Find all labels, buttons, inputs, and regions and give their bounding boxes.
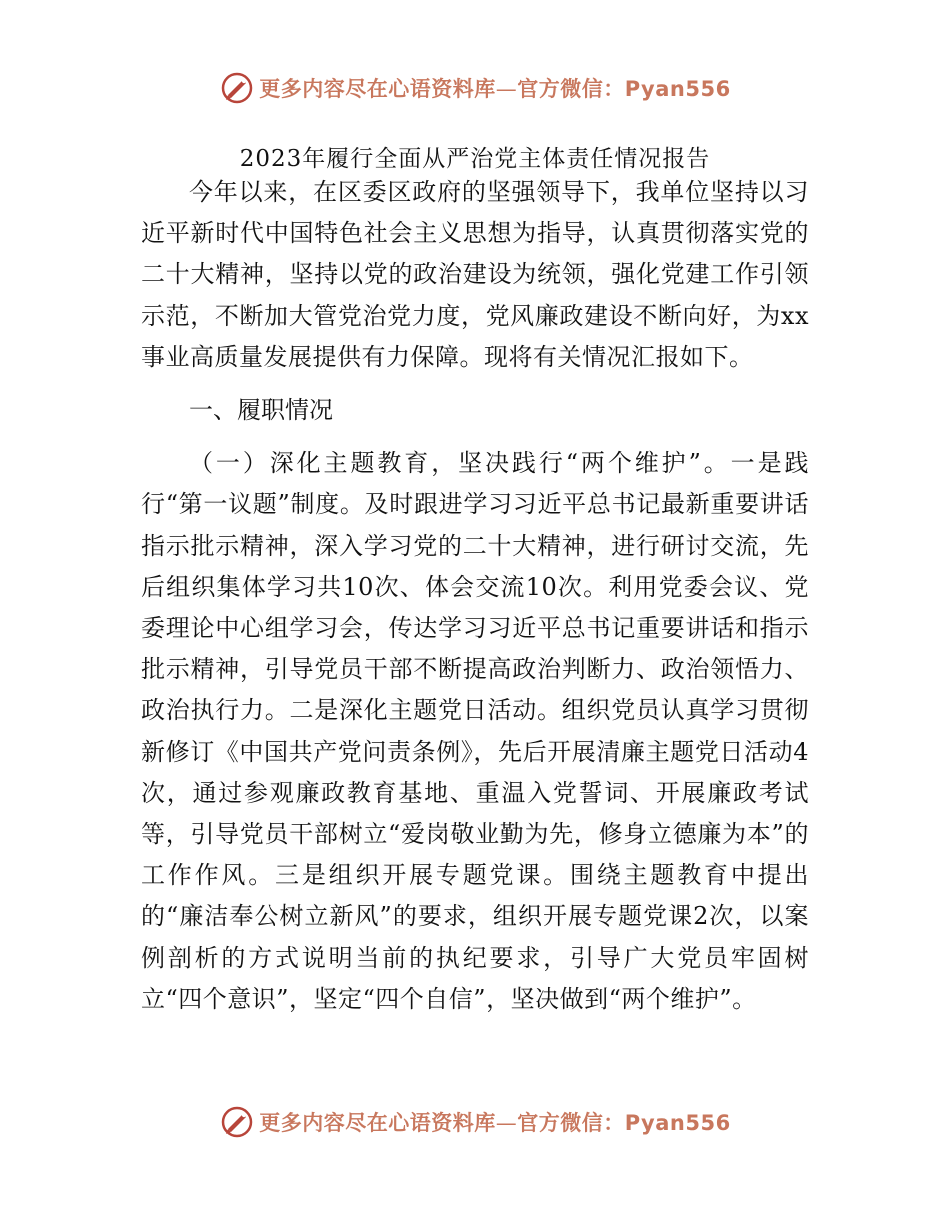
banner-contact: 官方微信：Pyan556 bbox=[517, 1111, 731, 1135]
banner-library-name: 更多内容尽在心语资料库 bbox=[259, 77, 496, 101]
section-heading: 一、履职情况 bbox=[189, 396, 333, 425]
pen-nib-logo-icon bbox=[219, 70, 255, 106]
banner-text bbox=[259, 1107, 730, 1137]
section-paragraph: （一）深化主题教育，坚决践行“两个维护”。一是践行“第一议题”制度。及时跟进学习习近平总书记最新重要讲话指示批示精神，深入学习党的二十大精神，进行研讨交流，先后组织集体学习共10次、体会交流10次。利用党委会议、党委理论中心组学习会，传达学习习近平总书记重要讲话和指示批示精神，引导党员干部不断提高政治判断力、政治领悟力、政治执行力。二是深化主题党日活动。组织党员认真学习贯彻新修订《中国共产党问责条例》，先后开展清廉主题党日活动4次，通过参观廉政教育基地、重温入党誓词、开展廉政考试等，引导党员干部树立“爱岗敬业勤为先，修身立德廉为本”的工作作风。三是组织开展专题党课。围绕主题教育中提出的“廉洁奉公树立新风”的要求，组织开展专题党课2次，以案例剖析的方式说明当前的执纪要求，引导广大党员牢固树立“四个意识”，坚定“四个自信”，坚决做到“两个维护”。 bbox=[141, 449, 809, 1013]
banner-dash: — bbox=[495, 77, 518, 101]
intro-paragraph: 今年以来，在区委区政府的坚强领导下，我单位坚持以习近平新时代中国特色社会主义思想为指导，认真贯彻落实党的二十大精神，坚持以党的政治建设为统领，强化党建工作引领示范，不断加大管党治党力度，党风廉政建设不断向好，为xx事业高质量发展提供有力保障。现将有关情况汇报如下。 bbox=[141, 178, 809, 371]
banner-dash: — bbox=[495, 1111, 518, 1135]
banner-contact: 官方微信：Pyan556 bbox=[517, 77, 731, 101]
document-title: 2023年履行全面从严治党主体责任情况报告 bbox=[239, 146, 711, 172]
banner-library-name: 更多内容尽在心语资料库 bbox=[259, 1111, 496, 1135]
document-body bbox=[141, 172, 809, 1020]
banner-text bbox=[259, 73, 730, 103]
header-banner bbox=[0, 66, 950, 110]
footer-banner bbox=[0, 1100, 950, 1144]
pen-nib-logo-icon bbox=[219, 1104, 255, 1140]
